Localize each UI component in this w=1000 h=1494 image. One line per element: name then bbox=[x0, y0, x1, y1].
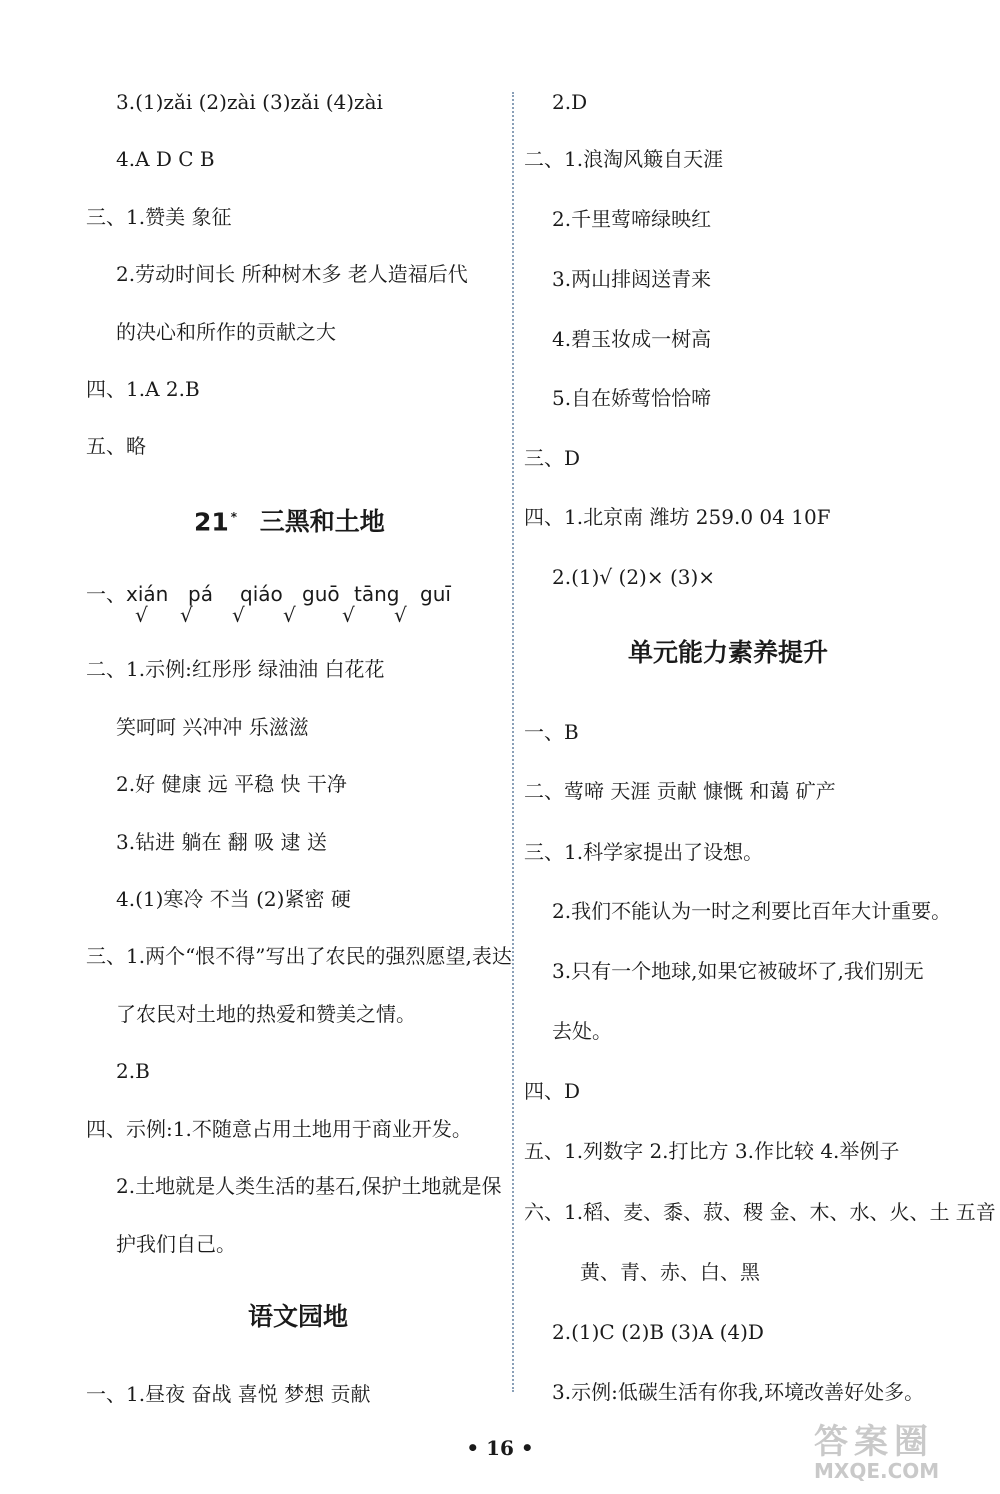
section-heading: 语文园地 bbox=[248, 1302, 349, 1331]
answer-line: 去处。 bbox=[552, 1019, 612, 1043]
watermark bbox=[814, 1414, 964, 1484]
watermark-logo-text: 答案圈 bbox=[814, 1422, 934, 1462]
answer-line: 3.钻进 躺在 翻 吸 逮 送 bbox=[116, 830, 327, 854]
answer-line: 四、1.A 2.B bbox=[86, 377, 200, 401]
optional-star: * bbox=[230, 510, 238, 524]
answer-line: 2.千里莺啼绿映红 bbox=[552, 207, 712, 231]
answer-line: 2.(1)√ (2)× (3)× bbox=[552, 565, 716, 589]
check-mark: √ bbox=[394, 603, 407, 627]
lesson-21-heading bbox=[194, 500, 385, 539]
answer-line: 2.(1)C (2)B (3)A (4)D bbox=[552, 1320, 764, 1344]
answer-line: 2.D bbox=[552, 90, 588, 114]
answer-line: 三、1.赞美 象征 bbox=[86, 205, 232, 229]
column-divider bbox=[512, 92, 514, 1392]
pinyin-item: guō bbox=[302, 582, 340, 606]
answer-line: 5.自在娇莺恰恰啼 bbox=[552, 386, 712, 410]
answer-line: 三、1.两个“恨不得”写出了农民的强烈愿望,表达 bbox=[86, 944, 512, 968]
answer-line: 3.(1)zǎi (2)zài (3)zǎi (4)zài bbox=[116, 90, 383, 114]
check-mark: √ bbox=[283, 603, 296, 627]
pinyin-item: qiáo bbox=[240, 582, 283, 606]
answer-line: 笑呵呵 兴冲冲 乐滋滋 bbox=[116, 715, 309, 739]
answer-line: 3.只有一个地球,如果它被破坏了,我们别无 bbox=[552, 959, 924, 983]
answer-line: 五、1.列数字 2.打比方 3.作比较 4.举例子 bbox=[524, 1139, 900, 1163]
answer-line: 2.B bbox=[116, 1059, 150, 1083]
pinyin-item: pá bbox=[188, 582, 213, 606]
pinyin-item: xián bbox=[126, 582, 169, 606]
answer-line: 四、D bbox=[524, 1079, 581, 1103]
answer-line: 六、1.稻、麦、黍、菽、稷 金、木、水、火、土 五音 bbox=[524, 1200, 996, 1224]
answer-line: 护我们自己。 bbox=[116, 1232, 236, 1256]
pinyin-item: tāng bbox=[354, 582, 400, 606]
answer-line: 2.劳动时间长 所种树木多 老人造福后代 bbox=[116, 262, 468, 286]
answer-line: 一、1.昼夜 奋战 喜悦 梦想 贡献 bbox=[86, 1382, 371, 1406]
answer-line: 了农民对土地的热爱和赞美之情。 bbox=[116, 1002, 416, 1026]
answer-line: 4.(1)寒冷 不当 (2)紧密 硬 bbox=[116, 887, 351, 911]
answer-line: 五、略 bbox=[86, 434, 146, 458]
watermark-url: MXQE.COM bbox=[814, 1459, 940, 1483]
answer-line: 三、D bbox=[524, 446, 581, 470]
answer-line: 3.两山排闼送青来 bbox=[552, 267, 712, 291]
page-number: • 16 • bbox=[466, 1436, 534, 1460]
check-mark: √ bbox=[180, 603, 193, 627]
answer-line: 二、1.示例:红彤彤 绿油油 白花花 bbox=[86, 657, 385, 681]
answer-line: 4.A D C B bbox=[116, 147, 215, 171]
answer-line: 3.示例:低碳生活有你我,环境改善好处多。 bbox=[552, 1380, 925, 1404]
answer-line: 一、B bbox=[524, 720, 579, 744]
answer-line: 四、示例:1.不随意占用土地用于商业开发。 bbox=[86, 1117, 472, 1141]
answer-line: 四、1.北京南 潍坊 259.0 04 10F bbox=[524, 505, 831, 529]
check-mark: √ bbox=[232, 603, 245, 627]
check-mark: √ bbox=[135, 603, 148, 627]
pinyin-item: guī bbox=[420, 582, 451, 606]
lesson-number: 21 bbox=[194, 507, 229, 537]
answer-line: 2.土地就是人类生活的基石,保护土地就是保 bbox=[116, 1174, 502, 1198]
answer-line: 2.我们不能认为一时之利要比百年大计重要。 bbox=[552, 899, 952, 923]
check-mark: √ bbox=[342, 603, 355, 627]
answer-line: 二、莺啼 天涯 贡献 慷慨 和蔼 矿产 bbox=[524, 779, 836, 803]
answer-line: 的决心和所作的贡献之大 bbox=[116, 320, 336, 344]
lesson-title: 三黑和土地 bbox=[259, 507, 385, 537]
section-heading: 单元能力素养提升 bbox=[628, 638, 829, 667]
answer-line: 4.碧玉妆成一树高 bbox=[552, 327, 712, 351]
answer-line: 二、1.浪淘风簸自天涯 bbox=[524, 147, 724, 171]
answer-line: 黄、青、赤、白、黑 bbox=[580, 1260, 760, 1284]
answer-line: 三、1.科学家提出了设想。 bbox=[524, 840, 764, 864]
pinyin-prefix: 一、 bbox=[86, 582, 126, 606]
answer-line: 2.好 健康 远 平稳 快 干净 bbox=[116, 772, 347, 796]
